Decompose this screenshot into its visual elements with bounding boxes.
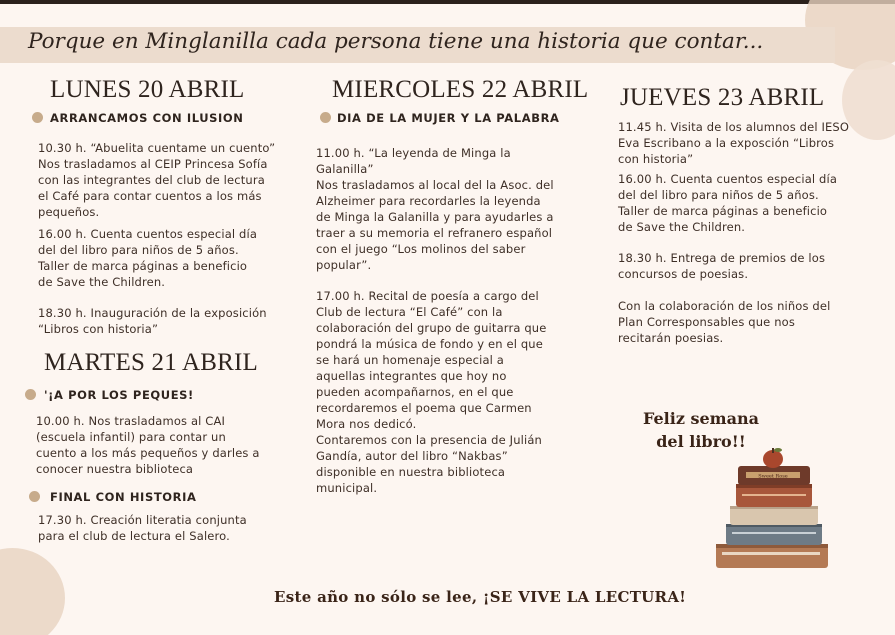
- stacked-books-with-apple-icon: [712, 448, 832, 576]
- subtitle-martes-2: FINAL CON HISTORIA: [50, 490, 197, 504]
- day-title-miercoles: MIERCOLES 22 ABRIL: [332, 76, 589, 103]
- day-title-martes: MARTES 21 ABRIL: [44, 349, 259, 376]
- subtitle-lunes: ARRANCAMOS CON ILUSION: [50, 111, 244, 125]
- bullet-dot: [25, 389, 36, 400]
- bullet-dot: [320, 112, 331, 123]
- subtitle-martes-1: '¡A POR LOS PEQUES!: [44, 388, 194, 402]
- jueves-paragraph-1: 11.45 h. Visita de los alumnos del IESO Eva Escribano a la exposción “Libros con historia”: [618, 120, 850, 166]
- day-title-jueves: JUEVES 23 ABRIL: [620, 84, 825, 111]
- bullet-dot: [32, 112, 43, 123]
- martes-paragraph-1: 10.00 h. Nos trasladamos al CAI (escuela infantil) para contar un cuento a los más pequeños y darles a conocer nuestra biblioteca: [36, 414, 260, 476]
- lunes-paragraph-2: 16.00 h. Cuenta cuentos especial día del del libro para niños de 5 años. Taller de marca páginas a beneficio de Save the Children.: [38, 227, 258, 289]
- martes-paragraph-2: 17.30 h. Creación literatia conjunta para el club de lectura el Salero.: [38, 513, 247, 543]
- lunes-paragraph-1: 10.30 h. “Abuelita cuentame un cuento” Nos trasladamos al CEIP Princesa Sofía con las integrantes del club de lectura el Café para contar cuentos a los más pequeños.: [38, 141, 276, 219]
- decorative-blob-bottom-left: [0, 548, 65, 635]
- top-border: [0, 0, 895, 4]
- jueves-paragraph-3: 18.30 h. Entrega de premios de los concursos de poesias.: [618, 251, 826, 281]
- bullet-dot: [29, 491, 40, 502]
- book-spine-text: Sweet Rose: [758, 473, 788, 480]
- tagline: Porque en Minglanilla cada persona tiene una historia que contar...: [28, 29, 764, 54]
- jueves-paragraph-2: 16.00 h. Cuenta cuentos especial día del del libro para niños de 5 años. Taller de marca páginas a beneficio de Save the Children.: [618, 172, 838, 234]
- subtitle-miercoles: DIA DE LA MUJER Y LA PALABRA: [337, 111, 560, 125]
- jueves-paragraph-4: Con la colaboración de los niños del Plan Corresponsables que nos recitarán poesias.: [618, 299, 831, 345]
- footer-slogan: Este año no sólo se lee, ¡SE VIVE LA LECTURA!: [274, 588, 687, 606]
- miercoles-paragraph-2: 17.00 h. Recital de poesía a cargo del Club de lectura “El Café” con la colaboración del grupo de guitarra que pondrá la música de fondo y en el que se hará un homenaje especial a aquellas integrantes que hoy no pueden acompañarnos, en el que recordaremos el poema que Carmen Mora nos dedicó. Contaremos con la presencia de Julián Gandía, autor del libro “Nakbas” disponible en nuestra biblioteca municipal.: [316, 289, 547, 495]
- day-title-lunes: LUNES 20 ABRIL: [50, 76, 245, 103]
- lunes-paragraph-3: 18.30 h. Inauguración de la exposición “Libros con historia”: [38, 306, 267, 336]
- miercoles-paragraph-1: 11.00 h. “La leyenda de Minga la Galanilla” Nos trasladamos al local del la Asoc. del Alzheimer para recordarles la leyenda de Minga la Galanilla y para ayudarles a traer a su memoria el refranero español con el juego “Los molinos del saber popular”.: [316, 146, 554, 272]
- feliz-semana-slogan: Feliz semana del libro!!: [643, 409, 759, 451]
